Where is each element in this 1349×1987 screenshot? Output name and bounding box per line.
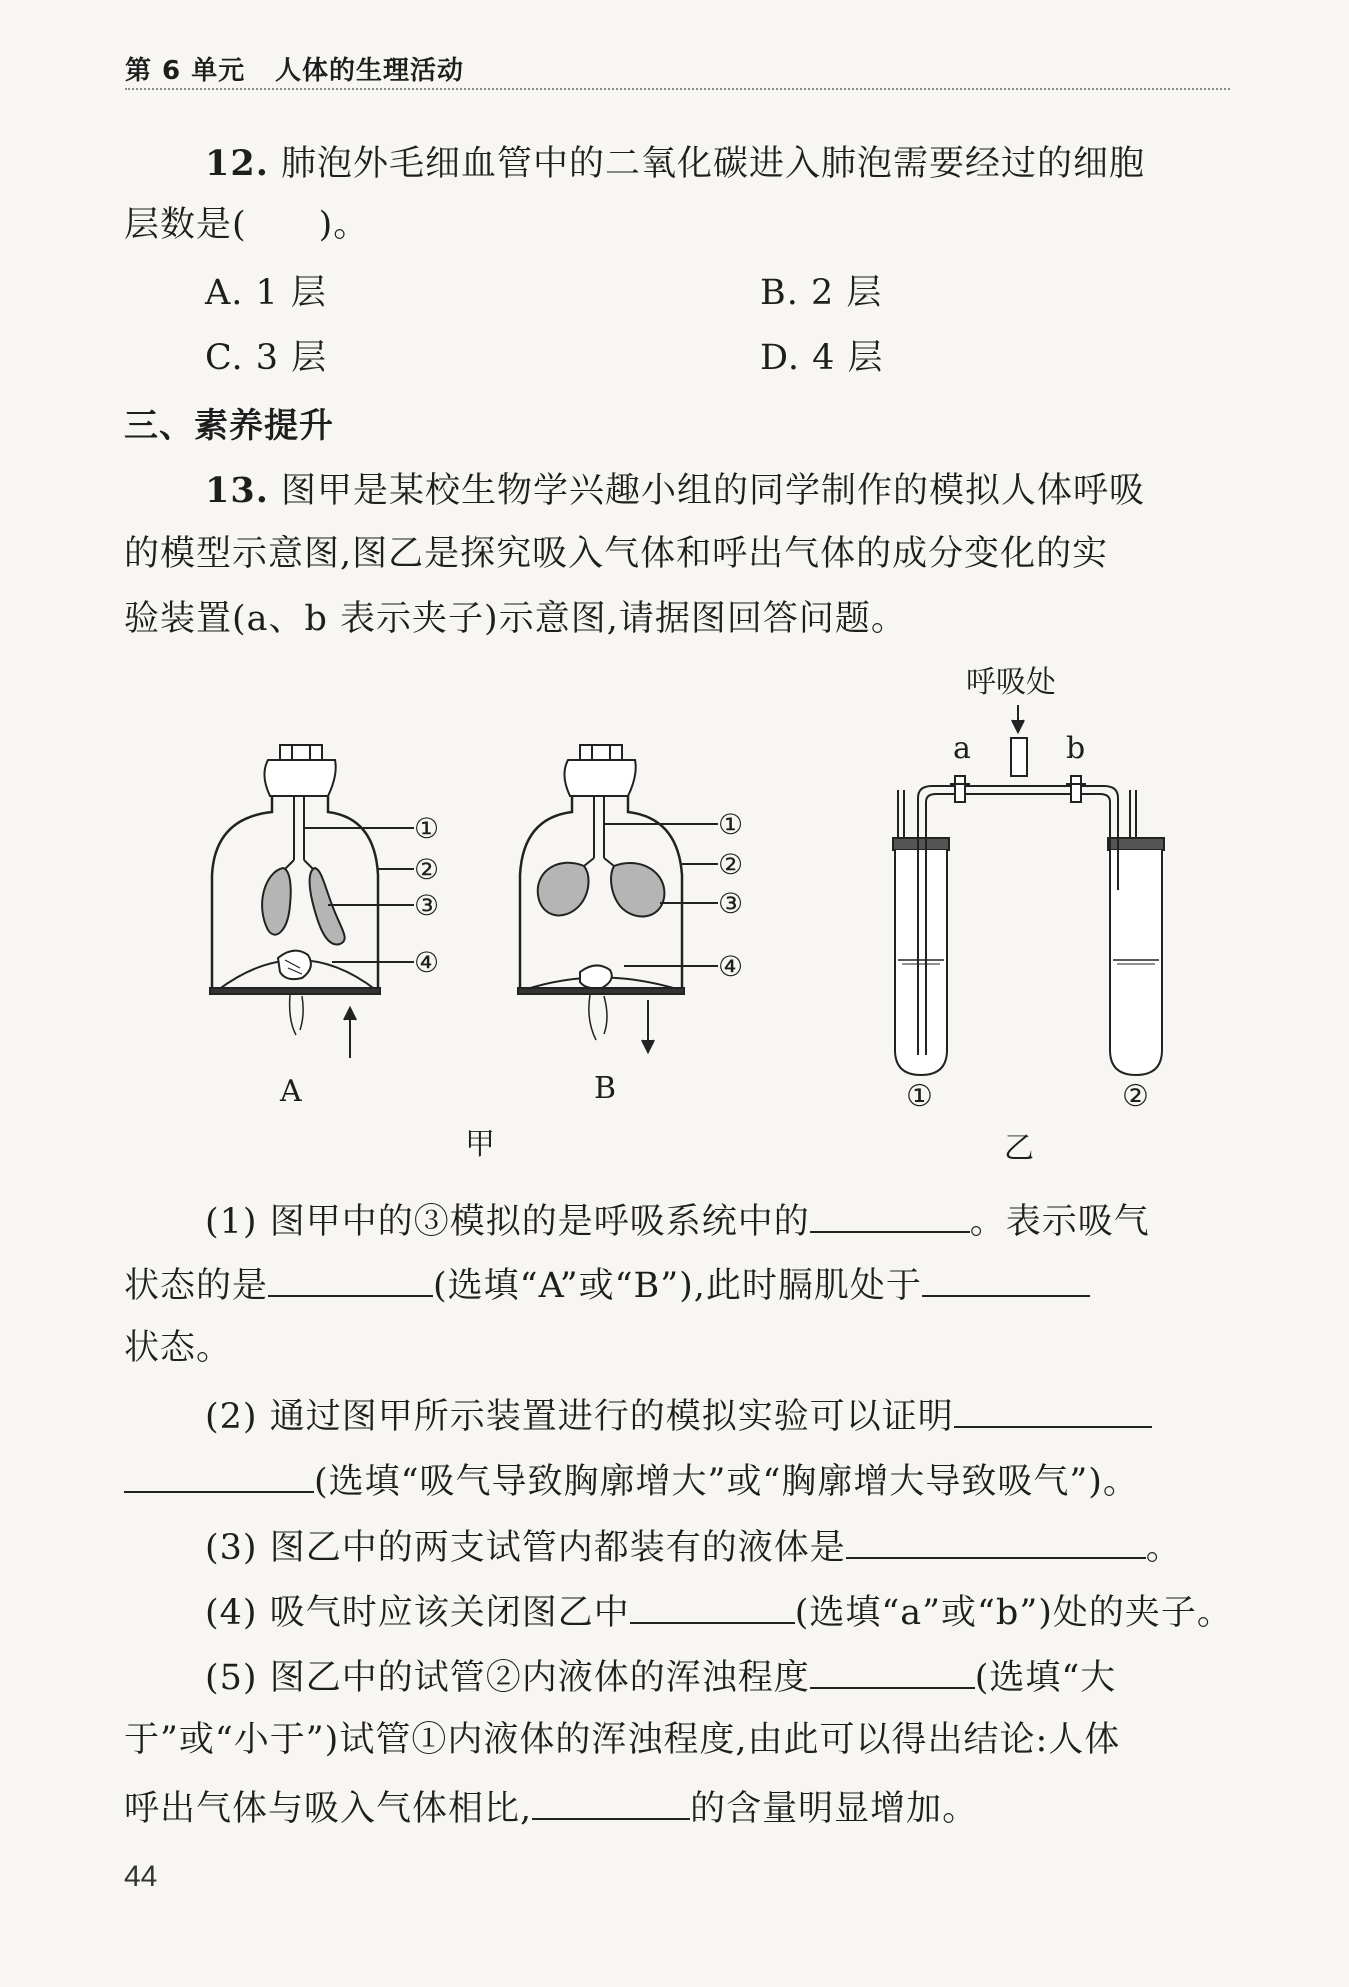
sub3-blank[interactable]: [846, 1527, 1146, 1559]
q12-stem-line1: 12. 肺泡外毛细血管中的二氧化碳进入肺泡需要经过的细胞: [205, 143, 1146, 184]
model-a-label: A: [280, 1074, 302, 1109]
sub2-blank-2[interactable]: [124, 1461, 314, 1493]
model-a-balloon-right: [310, 868, 345, 944]
marker-b-4: ④: [718, 950, 744, 983]
model-b-label: B: [594, 1071, 617, 1106]
model-a-diaphragm: [210, 951, 380, 1058]
sub5-line3: 呼出气体与吸入气体相比, 的含量明显增加。: [124, 1789, 979, 1829]
q12-option-d: D. 4 层: [760, 338, 884, 378]
model-a-balloon-left: [262, 868, 291, 935]
model-b-balloon-right: [611, 863, 664, 917]
q12-number: 12.: [205, 143, 269, 184]
test-tube-2: [1108, 790, 1164, 1075]
sub5-blank-1[interactable]: [810, 1657, 975, 1689]
marker-b-3: ③: [718, 887, 744, 920]
sub1-blank-3[interactable]: [922, 1265, 1090, 1297]
model-b-balloon-left: [538, 863, 589, 916]
model-b-diaphragm: [518, 965, 684, 1052]
marker-a-4: ④: [414, 946, 440, 979]
sub2-blank-1[interactable]: [954, 1396, 1152, 1428]
marker-a-3: ③: [414, 889, 440, 922]
sub5-line1: (5) 图乙中的试管②内液体的浑浊程度 (选填“大: [205, 1658, 1117, 1698]
q13-intro-line3: 验装置(a、b 表示夹子)示意图,请据图回答问题。: [124, 599, 907, 639]
q12-stem-line2: 层数是( )。: [124, 205, 370, 245]
model-b-bell-jar: [520, 745, 682, 990]
sub5-blank-2[interactable]: [532, 1788, 690, 1820]
section-heading: 三、素养提升: [124, 406, 334, 446]
apparatus-connecting-tubes: [918, 776, 1118, 818]
q12-option-c: C. 3 层: [205, 338, 328, 378]
sub1-line3: 状态。: [124, 1328, 233, 1368]
marker-a-1: ①: [414, 812, 440, 845]
q12-option-a: A. 1 层: [205, 273, 327, 313]
marker-b-1: ①: [718, 808, 744, 841]
apparatus-breath-inlet: [1011, 705, 1027, 776]
unit-label: 第 6 单元: [125, 56, 246, 86]
sub4-line: (4) 吸气时应该关闭图乙中 (选填“a”或“b”)处的夹子。: [205, 1593, 1233, 1633]
q13-intro-line2: 的模型示意图,图乙是探究吸入气体和呼出气体的成分变化的实: [124, 534, 1109, 574]
sub1-line1: (1) 图甲中的③模拟的是呼吸系统中的 。表示吸气: [205, 1202, 1150, 1242]
tube-2-label: ②: [1122, 1079, 1149, 1114]
figure-jia-label: 甲: [465, 1127, 495, 1162]
sub2-line1: (2) 通过图甲所示装置进行的模拟实验可以证明: [205, 1396, 1152, 1435]
sub3-line: (3) 图乙中的两支试管内都装有的液体是 。: [205, 1528, 1182, 1568]
q12-option-b: B. 2 层: [760, 273, 883, 313]
marker-b-2: ②: [718, 848, 744, 881]
clip-b-label: b: [1066, 731, 1086, 766]
figure-yi-label: 乙: [1004, 1131, 1034, 1166]
marker-a-2: ②: [414, 853, 440, 886]
unit-title: 人体的生理活动: [275, 56, 465, 86]
q13-intro-line1: 13. 图甲是某校生物学兴趣小组的同学制作的模拟人体呼吸: [205, 470, 1146, 511]
clip-a-label: a: [953, 731, 971, 766]
page-number: 44: [124, 1860, 158, 1893]
sub2-line2: (选填“吸气导致胸廓增大”或“胸廓增大导致吸气”)。: [124, 1461, 1139, 1500]
tube-1-label: ①: [906, 1079, 933, 1114]
test-tube-1: [893, 790, 949, 1075]
breath-point-label: 呼吸处: [966, 665, 1056, 700]
sub1-blank-2[interactable]: [268, 1265, 433, 1297]
sub1-line2: 状态的是 (选填“A”或“B”),此时膈肌处于: [124, 1265, 1090, 1304]
sub5-line2: 于”或“小于”)试管①内液体的浑浊程度,由此可以得出结论:人体: [124, 1720, 1121, 1760]
sub4-blank[interactable]: [630, 1592, 795, 1624]
sub1-blank-1[interactable]: [810, 1201, 970, 1233]
q13-number: 13.: [205, 470, 269, 511]
